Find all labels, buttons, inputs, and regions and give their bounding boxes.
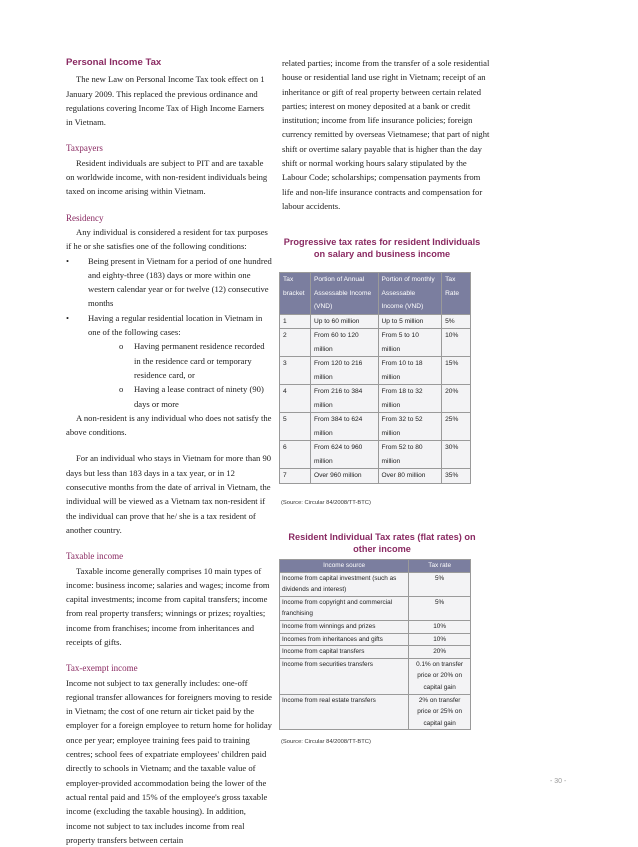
table-row [280,469,471,484]
table-row [280,314,471,329]
page-number: - 30 - [550,778,567,785]
table-row [280,658,471,694]
cell: 25% [442,413,471,441]
cell: From 52 to 80 million [378,441,442,469]
cell: 1 [280,314,311,329]
cell: Over 80 million [378,469,442,484]
stay-paragraph: For an individual who stays in Vietnam for more than 90 days but less than 183 days in a tax year, or in 12 consecutive months from the date of arrival in Vietnam, the individual will be viewed as a Vietnam tax non-resident if the individual can prove that he/ she is a tax resident of another country. [66,453,272,535]
table-row [280,441,471,469]
cell: 3 [280,357,311,385]
continued-paragraph: related parties; income from the transfer of a sole residential house or residential land use right in Vietnam; receipt of an inheritance or gift of real property between certain related parties; interest on money deposited at a bank or credit institution; income from life insurance policies; foreign currency remitted by overseas Vietnamese; that part of night shift or overtime salary payable that is higher than the day shift or normal working hours salary stipulated by the Labour Code; scholarships; compensation payments from life and non-life insurance contracts and compensation for labour accidents. [282,58,490,211]
cell: Income from capital transfers [280,646,409,659]
cell: Up to 5 million [378,314,442,329]
cell: Income from real estate transfers [280,694,409,730]
cell: 0.1% on transfer price or 20% on capital gain [409,658,471,694]
cell: 10% [409,633,471,646]
header-income-source: Income source [280,560,409,573]
left-column [66,56,272,847]
cell: 4 [280,385,311,413]
cell: Incomes from inheritances and gifts [280,633,409,646]
table-row [280,633,471,646]
cell: 5% [409,596,471,620]
cell: Income from copyright and commercial franchising [280,596,409,620]
cell: 20% [442,385,471,413]
cell: 35% [442,469,471,484]
table-row [280,694,471,730]
header-tax-bracket: Tax bracket [280,273,311,315]
header-annual-income: Portion of Annual Assessable Income (VND) [310,273,378,315]
cell: From 384 to 624 million [310,413,378,441]
bullet-183-days: • Being present in Vietnam for a period of one hundred and eighty-three (183) days or more within one western calendar year or for twelve (12) consecutive months [66,254,272,311]
cell: 30% [442,441,471,469]
cell: 2% on transfer price or 25% on capital gain [409,694,471,730]
cell: From 624 to 960 million [310,441,378,469]
taxpayers-paragraph: Resident individuals are subject to PIT and are taxable on worldwide income, with non-resident individuals being taxed on income arising within Vietnam. [66,157,268,197]
sub-bullet-permanent-residence: o Having permanent residence recorded in the residence card or temporary residence card, or [66,339,272,382]
cell: 10% [409,620,471,633]
taxable-income-paragraph: Taxable income generally comprises 10 main types of income: business income; salaries and wages; income from capital investments; income from capital transfers; income from real property transfers; winnings or prizes; royalties; income from franchises; income from inheritances and receipts of gifts. [66,565,270,647]
cell: Over 960 million [310,469,378,484]
taxable-income-heading: Taxable income [66,551,124,562]
nonresident-paragraph: A non-resident is any individual who does not satisfy the above conditions. [66,412,272,438]
cell: Income from winnings and prizes [280,620,409,633]
table-header-row [280,273,471,315]
header-monthly-income: Portion of monthly Assessable Income (VND) [378,273,442,315]
tax-exempt-paragraph: Income not subject to tax generally includes: one-off regional transfer allowances for foreigners moving to reside in Vietnam; the cost of one return air ticket paid by the employer for a foreign employee to return home for holiday once per year; employee training fees paid to training centres; school fees of expatriate employees' children paid directly to schools in Vietnam; and the taxable value of employer-provided accommodation being the lower of the actual rental paid and 15% of the employee's gross taxable income (excluding the taxable housing). In addition, income not subject to tax includes income from real property transfers between certain [66,677,272,845]
header-tax-rate: Tax Rate [442,273,471,315]
sub-bullet-lease-contract: o Having a lease contract of ninety (90) days or more [66,382,272,411]
table2-source: (Source: Circular 84/2008/TT-BTC) [281,739,371,745]
cell: From 120 to 216 million [310,357,378,385]
flat-rates-table-title: Resident Individual Tax rates (flat rates) on other income [288,532,476,554]
cell: 2 [280,329,311,357]
table-row [280,646,471,659]
cell: 15% [442,357,471,385]
intro-paragraph: The new Law on Personal Income Tax took effect on 1 January 2009. This replaced the previous ordinance and regulations covering Income Tax of High Income Earners in Vietnam. [66,74,265,128]
cell: Income from capital investment (such as dividends and interest) [280,572,409,596]
tax-exempt-heading: Tax-exempt income [66,663,138,674]
cell: From 5 to 10 million [378,329,442,357]
cell: 5% [409,572,471,596]
table-header-row [280,560,471,573]
header-tax-rate: Tax rate [409,560,471,573]
table1-source: (Source: Circular 84/2008/TT-BTC) [281,500,371,506]
cell: 10% [442,329,471,357]
residency-paragraph: Any individual is considered a resident for tax purposes if he or she satisfies one of the following conditions: [66,226,268,252]
cell: 5 [280,413,311,441]
right-column [282,56,490,213]
bullet-residential-location: • Having a regular residential location in Vietnam in one of the following cases: [66,311,272,340]
progressive-tax-table [279,272,471,484]
table-row [280,620,471,633]
cell: From 60 to 120 million [310,329,378,357]
cell: 20% [409,646,471,659]
cell: Up to 60 million [310,314,378,329]
residency-heading: Residency [66,212,104,223]
section-title: Personal Income Tax [66,57,162,68]
cell: From 10 to 18 million [378,357,442,385]
cell: From 216 to 384 million [310,385,378,413]
progressive-table-title: Progressive tax rates for resident Individuals on salary and business income [283,237,481,259]
table-row [280,413,471,441]
table-row [280,596,471,620]
cell: From 32 to 52 million [378,413,442,441]
flat-rate-tax-table [279,559,471,730]
table-row [280,329,471,357]
table-row [280,572,471,596]
table-row [280,357,471,385]
cell: From 18 to 32 million [378,385,442,413]
taxpayers-heading: Taxpayers [66,143,103,154]
cell: 7 [280,469,311,484]
table-row [280,385,471,413]
cell: 5% [442,314,471,329]
cell: Income from securities transfers [280,658,409,694]
cell: 6 [280,441,311,469]
